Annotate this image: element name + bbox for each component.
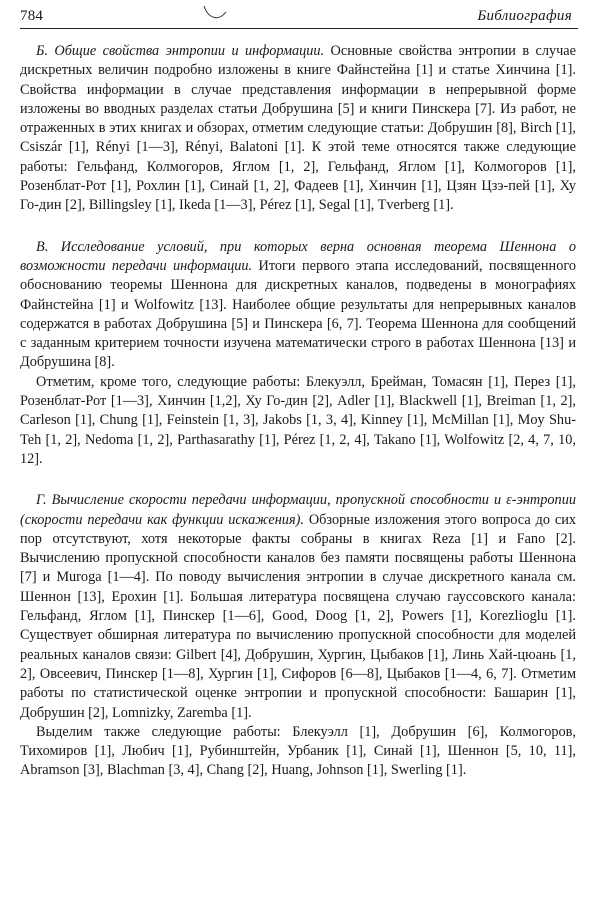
section-g-body-2: Выделим также следующие работы: Блекуэлл [1], Добрушин [6], Колмогоров, Тихомиров [1], Любич [1], Рубинштейн, Урбаник [1], Синай [1], Шеннон [5, 10, 11], Abramson [3], Blachman [3, 4], Chang [2], Huang, Johnson [1], Swerling [1]. [20, 723, 576, 779]
section-v-body-2: Отметим, кроме того, следующие работы: Блекуэлл, Брейман, Томасян [1], Перез [1], Розенблат-Рот [1—3], Хинчин [1,2], Ху Го-дин [2], Adler [1], Blackwell [1], Breiman [1, 2], Carleson [1], Chung [1], Feinstein [1, 3], Jakobs [1, 3, 4], Kinney [1], McMillan [1], Moy Shu-Teh [1, 2], Nedoma [1, 2], Parthasarathy [1], Pérez [1, 2, 4], Takano [1], Wolfowitz [2, 4, 7, 10, 12]. [20, 373, 576, 467]
section-g-paragraph-2 [20, 723, 576, 781]
section-gap [20, 216, 576, 238]
section-g-heading: Г. Вычисление скорости передачи информации, пропускной способности и ε-энтропии (скорости передачи как функции искажения). [20, 492, 576, 528]
section-b-heading: Б. Общие свойства энтропии и информации. [36, 43, 325, 59]
section-b-paragraph [20, 42, 576, 216]
section-v-body: Итоги первого этапа исследований, посвященного обоснованию теоремы Шеннона для дискретных каналов, подведены в монографиях Файнстейна [1] и Wolfowitz [13]. Наиболее общие результаты для непрерывных каналов содержатся в работах Добрушина [5] и Пинскера [6, 7]. Теорема Шеннона для сообщений с заданным критерием точности изучена математически строго в работах Шеннона [13] и Добрушина [8]. [20, 257, 577, 371]
running-head: Библиография [477, 8, 572, 24]
page-header [20, 6, 576, 34]
page-number: 784 [20, 8, 44, 24]
section-v-paragraph [20, 238, 576, 373]
section-gap [20, 469, 576, 491]
header-rule [20, 28, 578, 29]
printer-mark-icon [200, 4, 230, 26]
bibliography-text [20, 42, 576, 781]
section-v-paragraph-2 [20, 373, 576, 469]
section-g-paragraph [20, 491, 576, 723]
section-v-heading: В. Исследование условий, при которых верна основная теорема Шеннона о возможности передачи информации. [20, 238, 576, 274]
section-g-body: Обзорные изложения этого вопроса до сих пор отсутствуют, хотя некоторые факты собраны в книгах Reza [1] и Fano [2]. Вычислению пропускной способности каналов без памяти посвящены работы Шеннона [7] и Muroga [1—4]. По поводу вычисления энтропии в случае дискретного канала см. Шеннон [13], Ерохин [1]. Большая литература посвящена случаю гауссовского канала: Гельфанд, Яглом [1], Пинскер [1—6], Good, Doog [1, 2], Powers [1], Korezlioglu [1]. Существует обширная литература по вычислению пропускной способности для моделей реальных каналов связи: Gilbert [4], Добрушин, Хургин, Цыбаков [1], Линь Хай-цюань [1, 2], Овсеевич, Пинскер [1—8], Хургин [1], Сифоров [6—8], Цыбаков [1—4, 6, 7]. Отметим работы по статистической оценке энтропии и пропускной способности: Башарин [1], Добрушин [2], Lomnizky, Zaremba [1]. [20, 511, 577, 721]
section-b-body: Основные свойства энтропии в случае дискретных величин подробно изложены в книге Файнстейна [1] и статье Хинчина [1]. Свойства информации в случае представления информации в непрерывной форме изложены во вводных разделах статьи Добрушина [5] и книги Пинскера [7]. Из работ, не отраженных в этих книгах и обзорах, отметим следующие статьи: Добрушин [8], Birch [1], Csiszár [1], Rényi [1—3], Rényi, Balatoni [1]. К этой теме относятся также следующие работы: Гельфанд, Колмогоров, Яглом [1, 2], Гельфанд, Яглом [1], Колмогоров [1], Розенблат-Рот [1], Рохлин [1], Синай [1, 2], Фадеев [1], Хинчин [1], Цзян Цзэ-пей [1], Ху Го-дин [2], Billingsley [1], Ikeda [1—3], Pérez [1], Segal [1], Tverberg [1]. [20, 43, 576, 214]
